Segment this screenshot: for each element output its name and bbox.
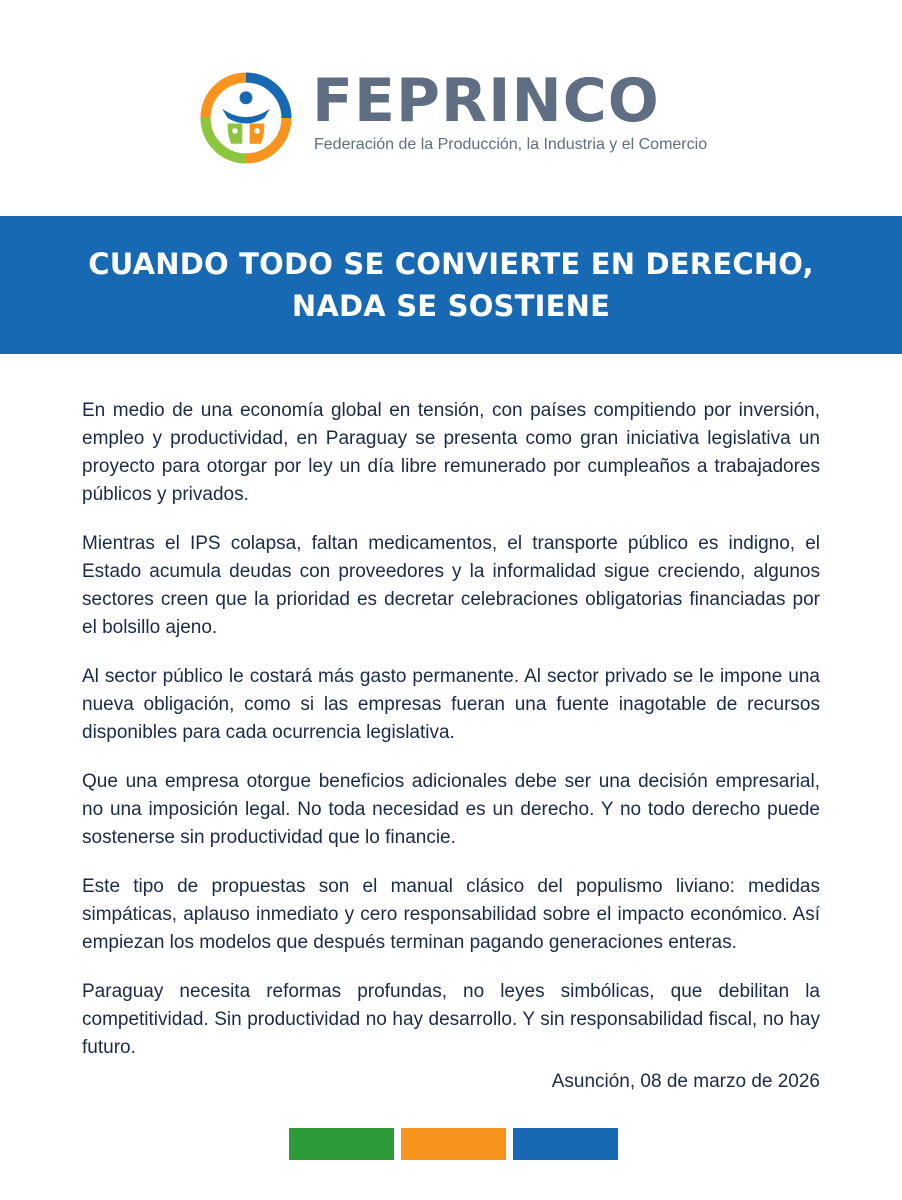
orange-bar (401, 1128, 506, 1160)
brand-tagline: Federación de la Producción, la Industria y el Comercio (314, 136, 708, 153)
blue-bar (513, 1128, 618, 1160)
paragraph: Este tipo de propuestas son el manual clásico del populismo liviano: medidas simpáticas, aplauso inmediato y cero responsabilidad sobre el impacto económico. Así empiezan los modelos que después terminan pagando generaciones enteras. (82, 876, 820, 953)
feprinco-logo-icon (200, 72, 292, 164)
paragraph: Mientras el IPS colapsa, faltan medicamentos, el transporte público es indigno, el Estado acumula deudas con proveedores y la informalidad sigue creciendo, algunos sectores creen que la prioridad es decretar celebraciones obligatorias financiadas por el bolsillo ajeno. (82, 533, 820, 638)
title-line-1: CUANDO TODO SE CONVIERTE EN DERECHO, (88, 247, 814, 281)
title-banner (0, 216, 902, 354)
brand-name: FEPRINCO (312, 66, 660, 136)
green-bar (289, 1128, 394, 1160)
paragraph: Que una empresa otorgue beneficios adicionales debe ser una decisión empresarial, no una imposición legal. No toda necesidad es un derecho. Y no todo derecho puede sostenerse sin productividad que lo financie. (82, 771, 820, 848)
paragraph: Al sector público le costará más gasto permanente. Al sector privado se le impone una nueva obligación, como si las empresas fueran una fuente inagotable de recursos disponibles para cada ocurrencia legislativa. (82, 666, 820, 743)
paragraph: En medio de una economía global en tensión, con países compitiendo por inversión, empleo y productividad, en Paraguay se presenta como gran iniciativa legislativa un proyecto para otorgar por ley un día libre remunerado por cumpleaños a trabajadores públicos y privados. (82, 400, 820, 505)
statement-body (82, 397, 820, 1083)
place-and-date: Asunción, 08 de marzo de 2026 (551, 1071, 820, 1092)
letterhead (0, 0, 902, 216)
paragraph: Paraguay necesita reformas profundas, no leyes simbólicas, que debilitan la competitividad. Sin productividad no hay desarrollo. Y sin responsabilidad fiscal, no hay futuro. (82, 981, 820, 1058)
footer-color-bars (289, 1128, 618, 1160)
title-line-2: NADA SE SOSTIENE (291, 289, 611, 323)
